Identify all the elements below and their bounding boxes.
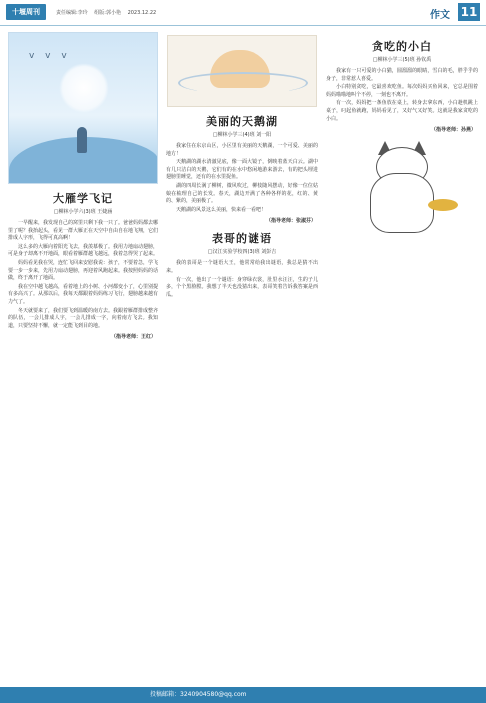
paragraph: 我的表哥是一个谜语大王，他常常给我出谜语，我总是猜不出来。	[166, 260, 318, 274]
paragraph: 有一次，妈妈把一条鱼放在桌上，转身去拿东西，小白趁机跳上桌子，叼起鱼就跑，妈妈看见了，又好气又好笑。这就是我家贪吃的小白。	[326, 100, 478, 122]
paragraph: 我在空中越飞越高，看着地上的小树、小河都变小了，心里别提有多高兴了。从那以后，我每天都跟着妈妈练习飞行，翅膀越来越有力气了。	[8, 283, 158, 305]
design-credit: 组版:郭小艳	[94, 10, 121, 16]
paragraph: 妈妈看见我在哭，连忙飞回来安慰我说：孩子，不要着急，学飞要一步一步来，先用力扇动翅膀，再迎着风跑起来。我按照妈妈的话做，终于离开了地面。	[8, 259, 158, 282]
cat-illustration	[332, 139, 472, 249]
section-title: 作文	[430, 10, 450, 21]
article-body	[166, 260, 318, 299]
geese-icon: v v v	[29, 51, 71, 61]
wave-shape	[178, 72, 308, 94]
article-body	[8, 220, 158, 330]
column-right	[326, 32, 478, 675]
person-figure	[77, 127, 87, 153]
page-footer	[0, 687, 486, 703]
submission-email: 投稿邮箱：3240904580@qq.com	[150, 691, 247, 698]
header-meta	[56, 9, 161, 16]
article-title: 大雁学飞记	[53, 192, 113, 205]
paragraph: 小白特别贪吃，它最喜欢吃鱼。每次妈妈买鱼回来，它总是围着妈妈喵喵地叫个不停，一刻也不离开。	[326, 84, 478, 98]
article-body	[326, 68, 478, 123]
paragraph: 一早醒来，我发现自己的窝里只剩下我一只了。爸爸妈妈都去哪里了呢？我抬起头，看见一群大雁正在天空中自由自在地飞翔，它们排成人字形，飞得可真高啊！	[8, 220, 158, 242]
teacher-credit: （指导老师：孙燕）	[430, 127, 476, 134]
article-body	[166, 143, 318, 214]
fish-icon	[428, 199, 458, 211]
teacher-credit: （指导老师：张淑芬）	[265, 218, 316, 225]
article-title: 表哥的谜语	[212, 232, 272, 246]
paragraph: 我家住在东京山区，小区里有美丽的天鹅湖，一个可爱、美丽的地方！	[166, 143, 318, 157]
paragraph: 我家有一只可爱的小白猫，圆溜溜的眼睛，雪白的毛，胖乎乎的身子，非常惹人喜爱。	[326, 68, 478, 82]
article-title: 美丽的天鹅湖	[206, 115, 278, 128]
article-byline: □汉江实验学校四(3)班 刘彭吉	[207, 249, 277, 256]
article-byline: □柳林小学三(4)班 刘一阳	[212, 132, 272, 138]
page-header	[0, 0, 486, 26]
column-middle	[166, 32, 318, 675]
article-byline: □柳林小学六(3)班 王婕涵	[53, 209, 113, 215]
sun-shape	[59, 63, 109, 113]
paragraph: 这么多的大雁向着阳光飞去，我羡慕极了。我用力地扇动翅膀，可是身子却离不开地面，眼看着雁群越飞越远，我着急得哭了起来。	[8, 243, 158, 258]
column-left	[8, 32, 158, 675]
paragraph: 有一次，他出了一个谜语：身穿绿衣裳，肚里水汪汪，生的子儿多，个个黑脸膛。我想了半天也没猜出来，表哥笑着告诉我答案是西瓜。	[166, 276, 318, 298]
article-title: 贪吃的小白	[372, 40, 432, 53]
paragraph: 天鹅湖的风景这么美丽，快来看一看吧！	[176, 206, 267, 213]
teacher-credit: （指导老师：王红）	[110, 334, 156, 341]
geese-illustration	[8, 32, 158, 184]
article-byline: □柳林小学三(5)班 孙钦禹	[372, 57, 432, 63]
paragraph: 湖的四周长满了柳树，微风吹过，柳枝随风摆动，好像一位位姑娘在梳理自己的长发。春天，湖边开满了各种各样的花，红的、黄的、紫的，美丽极了。	[166, 182, 318, 205]
paragraph: 天鹅湖的湖水清澈见底，像一面大镜子，倒映着蓝天白云。湖中有几只洁白的天鹅，它们有的在水中悠闲地游来游去，有的把头埋进翅膀里睡觉，还有的在水里捉鱼。	[166, 159, 318, 181]
lake-illustration	[167, 35, 317, 107]
masthead-logo: 十堰周刊	[6, 4, 46, 20]
cat-body-icon	[370, 173, 434, 233]
editor-credit: 责任编辑:李玲	[56, 10, 88, 16]
paragraph: 冬天就要来了，我们要飞到温暖的南方去。我跟着雁群排成整齐的队伍，一会儿排成人字，一会儿排成一字，向着南方飞去。我知道，只要坚持不懈，就一定能飞到目的地。	[8, 307, 158, 329]
issue-date: 2023.12.22	[127, 10, 157, 16]
page-number: 11	[458, 3, 480, 21]
